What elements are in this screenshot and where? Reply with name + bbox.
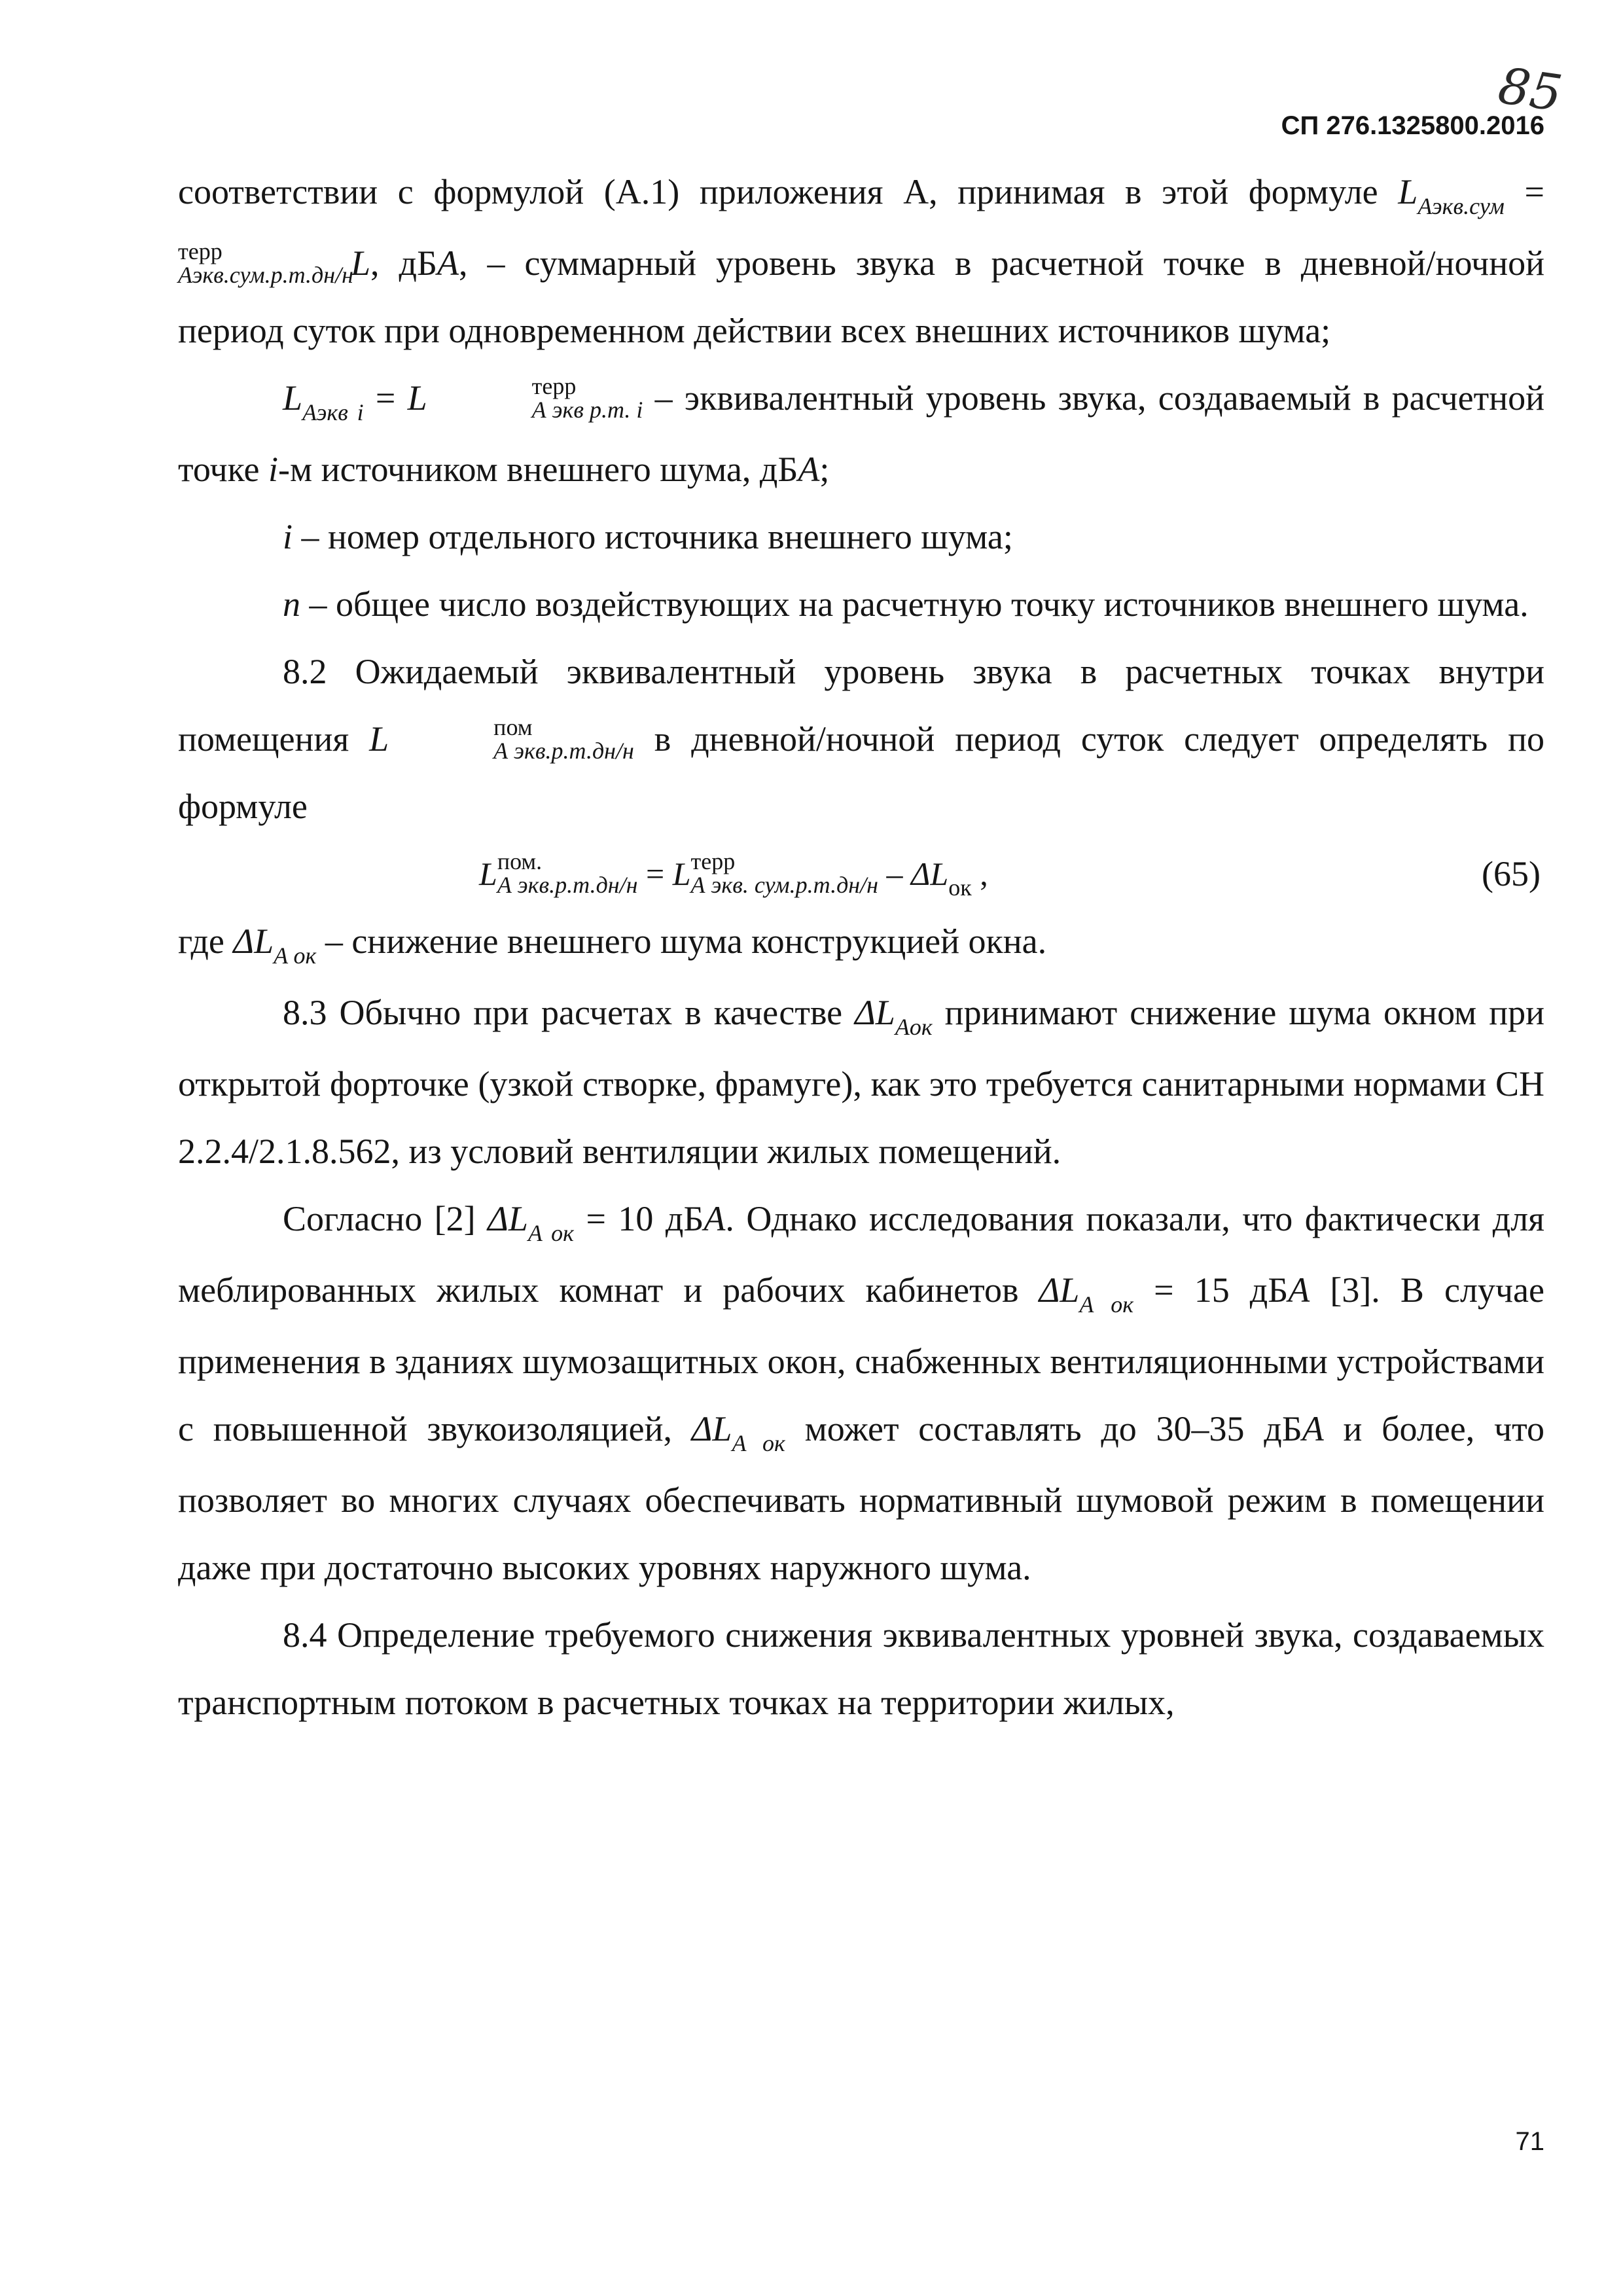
formula-65 [178, 840, 1544, 908]
section-8-3: 8.3 Обычно при расчетах в качестве $\Delta L_{Aок}$ принимают снижение шума окном при открытой форточке (узкой створке, фрамуге), как это требуется санитарными нормами СН 2.2.4/2.1.8.562, из условий вентиляции жилых помещений. [178, 993, 1544, 1171]
formula-number: (65) [1482, 854, 1541, 893]
paragraph-source-count: n – общее число воздействующих на расчетную точку источников внешнего шума. [283, 584, 1529, 624]
formula-expression: L пом. А экв.р.т.дн/н = L терр А экв. сум.р.т.дн/н – $\Delta L_{ок}$ , [479, 848, 988, 901]
paragraph-equivalent-level: $L_{Аэкв i} = L$ терр А экв р.т. i – эквивалентный уровень звука, создаваемый в расчетной точке i-м источником внешнего шума, дБA; [178, 373, 1544, 489]
section-8-2: 8.2 Ожидаемый эквивалентный уровень звука в расчетных точках внутри помещения L пом А экв.р.т.дн/н в дневной/ночной период суток следует определять по формуле [178, 652, 1544, 826]
paragraph-source-number: i – номер отдельного источника внешнего шума; [283, 517, 1013, 556]
handwritten-page-mark: 85 [1495, 56, 1566, 123]
standard-code-header: СП 276.1325800.2016 [1281, 111, 1544, 140]
document-body [178, 158, 1544, 1736]
paragraph-formula-reference: соответствии с формулой (А.1) приложения А, принимая в этой формуле $L_{Аэкв.сум}$ = терр Аэкв.сум.р.т.дн/н L, дБA, – суммарный уровень звука в расчетной точке в дневной/ночной период суток при одновременном действии всех внешних источников шума; [178, 172, 1545, 350]
paragraph-window-reduction: Согласно [2] $\Delta L_{A ок} = 10$ дБA. Однако исследования показали, что фактически для меблированных жилых комнат и рабочих кабинетов $\Delta L_{A ок} = 15$ дБA [3]. В случае применения в зданиях шумозащитных окон, снабженных вентиляционными устройствами с повышенной звукоизоляцией, $\Delta L_{A ок}$ может составлять до 30–35 дБA и более, что позволяет во многих случаях обеспечивать нормативный шумовой режим в помещении даже при достаточно высоких уровнях наружного шума. [178, 1199, 1545, 1587]
section-8-4: 8.4 Определение требуемого снижения эквивалентных уровней звука, создаваемых транспортным потоком в расчетных точках на территории жилых, [178, 1615, 1544, 1722]
paragraph-where: где $\Delta L_{A ок}$ – снижение внешнего шума конструкцией окна. [178, 922, 1047, 969]
page-number: 71 [1515, 2127, 1544, 2156]
